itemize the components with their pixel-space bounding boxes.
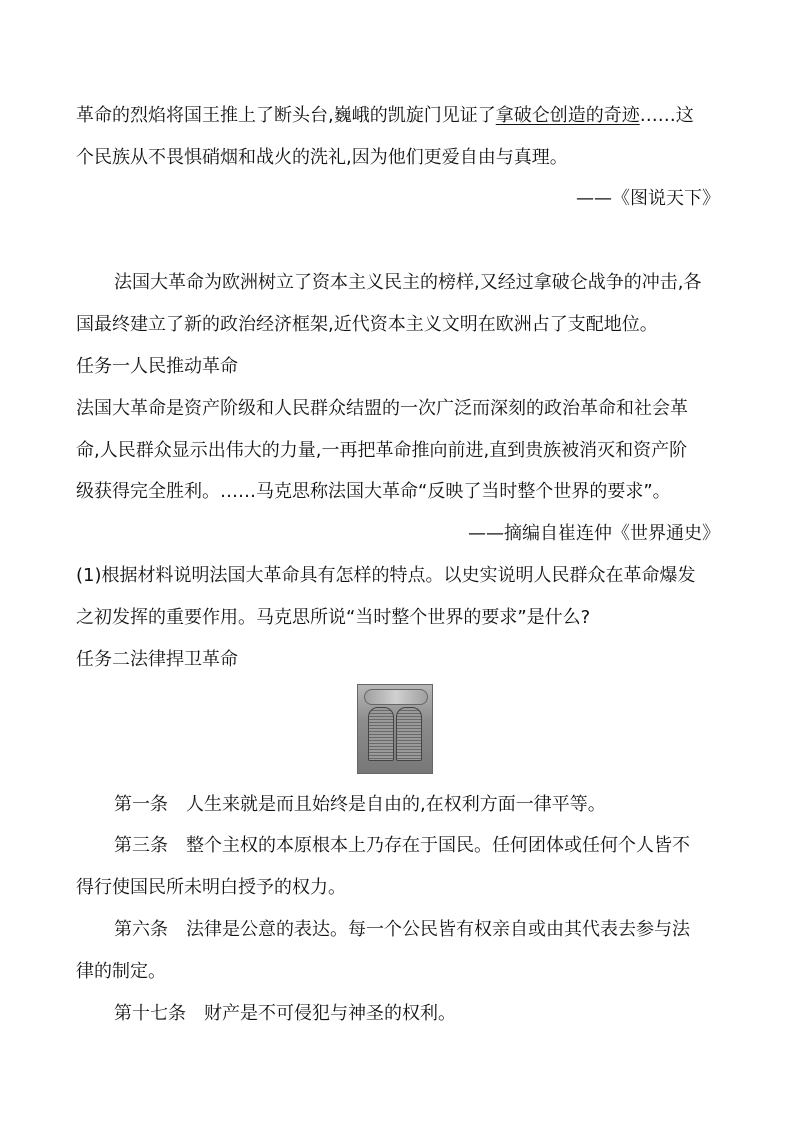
task1-material-line1: 法国大革命是资产阶级和人民群众结盟的一次广泛而深刻的政治革命和社会革 (76, 398, 688, 419)
article-3-line2: 得行使国民所未明白授予的权力。 (76, 877, 346, 898)
article-1: 第一条 人生来就是而且始终是自由的,在权利方面一律平等。 (114, 794, 606, 815)
task1-source: ——摘编自崔连仲《世界通史》 (468, 523, 720, 544)
task1-material-line3: 级获得完全胜利。……马克思称法国大革命“反映了当时整个世界的要求”。 (76, 481, 671, 502)
passage2-line1: 法国大革命为欧洲树立了资本主义民主的榜样,又经过拿破仑战争的冲击,各 (114, 272, 702, 293)
task1-material-line2: 命,人民群众显示出伟大的力量,一再把革命推向前进,直到贵族被消灭和资产阶 (76, 440, 688, 461)
passage1-source: ——《图说天下》 (576, 188, 720, 209)
task1-question-line1: (1)根据材料说明法国大革命具有怎样的特点。以史实说明人民群众在革命爆发 (76, 565, 696, 586)
task1-question-line2: 之初发挥的重要作用。马克思所说“当时整个世界的要求”是什么? (76, 607, 591, 628)
article-17: 第十七条 财产是不可侵犯与神圣的权利。 (114, 1003, 456, 1024)
article-6-line2: 律的制定。 (76, 961, 166, 982)
passage1-underlined-text: 拿破仑创造的奇迹 (495, 105, 640, 126)
passage1-text-a: 革命的烈焰将国王推上了断头台,巍峨的凯旋门见证了 (76, 105, 496, 126)
article-3-line1: 第三条 整个主权的本原根本上乃存在于国民。任何团体或任何个人皆不 (114, 835, 690, 856)
passage1-text-b: ……这 (639, 105, 694, 126)
passage1-line2: 个民族从不畏惧硝烟和战火的洗礼,因为他们更爱自由与真理。 (76, 147, 568, 168)
declaration-of-rights-image (357, 684, 433, 774)
article-6-line1: 第六条 法律是公意的表达。每一个公民皆有权亲自或由其代表去参与法 (114, 919, 690, 940)
task1-title: 任务一人民推动革命 (76, 356, 238, 377)
task2-title: 任务二法律捍卫革命 (76, 649, 238, 670)
passage1-line1 (76, 104, 720, 128)
passage2-line2: 国最终建立了新的政治经济框架,近代资本主义文明在欧洲占了支配地位。 (76, 314, 658, 335)
